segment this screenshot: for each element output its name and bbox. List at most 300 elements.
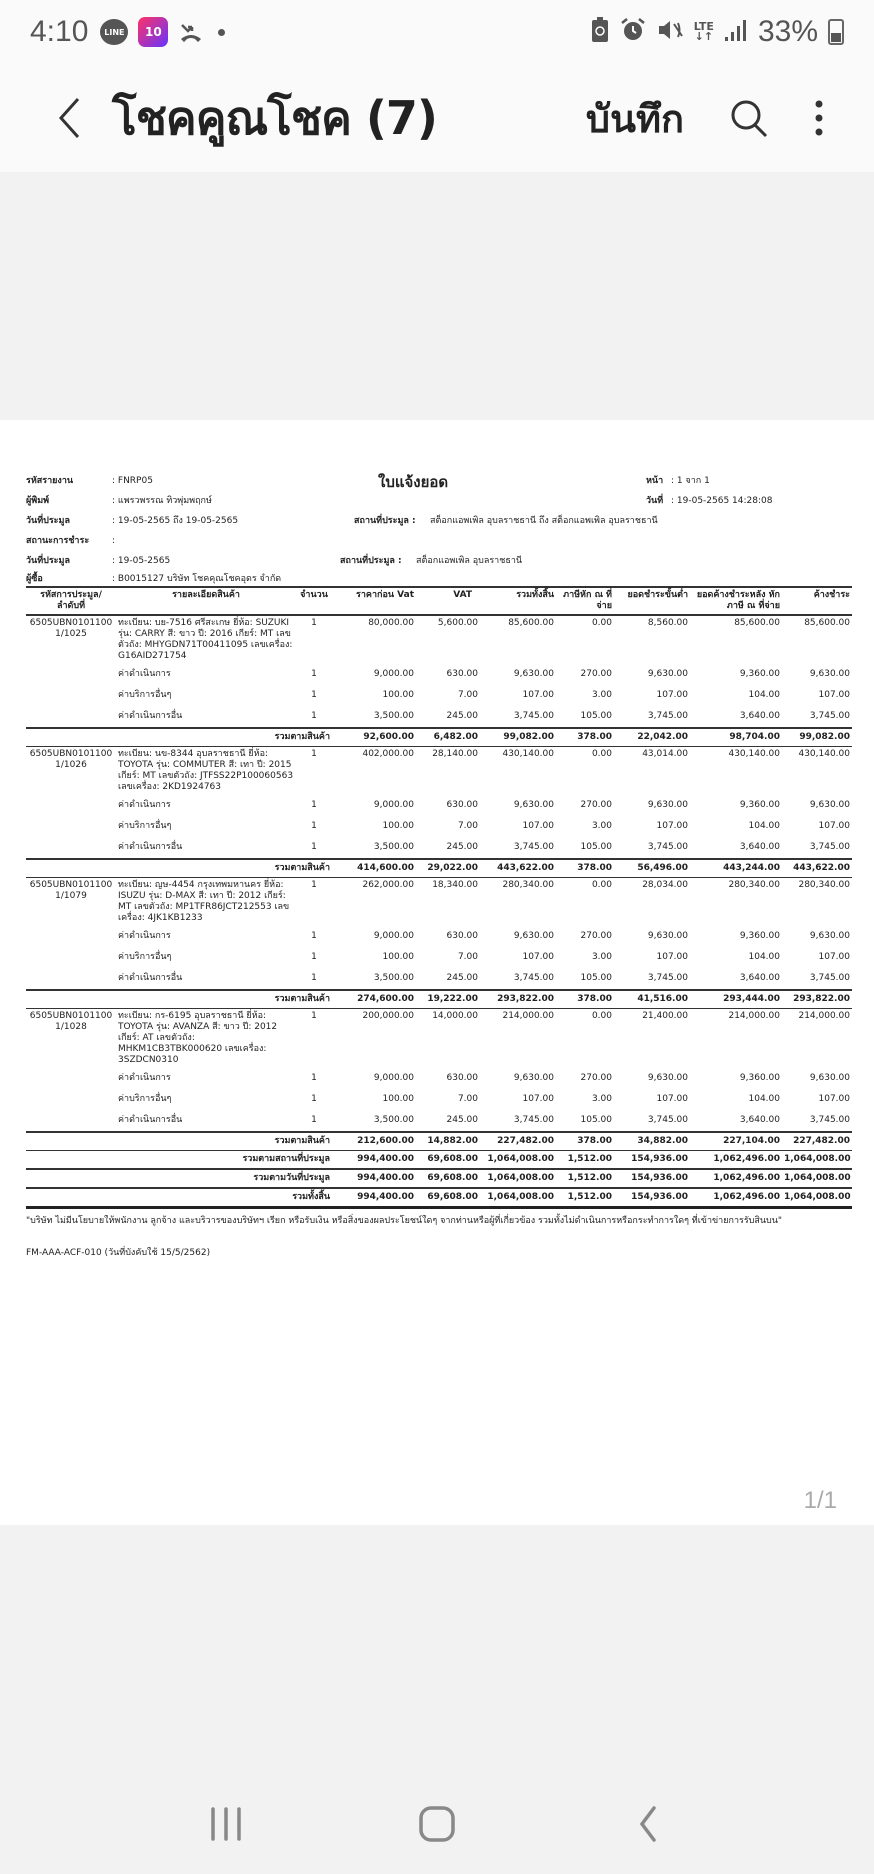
- vehicle-description: ทะเบียน: นข-8344 อุบลราชธานี ยี่ห้อ: TOYOTA รุ่น: COMMUTER สี: เทา ปี: 2015 เกียร์: MT เลขตัวถัง: JTFSS22P100060563 เลขเครื่อง: 2KD1924763: [118, 749, 294, 792]
- qty-cell: 1: [311, 931, 317, 941]
- location-value: สต็อกแอพเพิล อุบลราชธานี ถึง สต็อกแอพเพิล อุบลราชธานี: [430, 516, 658, 526]
- price-grand-cell: 994,400.00: [332, 1169, 416, 1188]
- due-cell: 3,745.00: [809, 1115, 850, 1125]
- price-cell: 3,500.00: [373, 1115, 414, 1125]
- total-cell: 430,140.00: [502, 749, 554, 759]
- price-cell: 9,000.00: [373, 931, 414, 941]
- min-cell: 107.00: [656, 1094, 688, 1104]
- grand-total-row: [26, 1151, 852, 1170]
- wht-cell: 0.00: [591, 749, 612, 759]
- after-total-cell: 98,704.00: [690, 728, 782, 747]
- vat-grand-cell: 69,608.00: [416, 1151, 480, 1170]
- empty-cell: [26, 816, 116, 837]
- notification-dot-icon: [218, 29, 225, 36]
- location-label: สถานที่ประมูล :: [354, 516, 416, 526]
- page-value: : 1 จาก 1: [671, 476, 710, 486]
- vat-grand-cell: 69,608.00: [416, 1188, 480, 1208]
- after-cell: 9,360.00: [739, 669, 780, 679]
- price-cell: 3,500.00: [373, 973, 414, 983]
- qty-cell: 1: [311, 800, 317, 810]
- total-grand-cell: 1,064,008.00: [480, 1169, 556, 1188]
- fee-row: [26, 685, 852, 706]
- after-total-cell: 293,444.00: [690, 990, 782, 1009]
- fee-row: [26, 1089, 852, 1110]
- empty-cell: [26, 1089, 116, 1110]
- auction-code: 6505UBN0101100: [29, 880, 113, 890]
- header-label: รหัสรายงาน: [26, 476, 74, 486]
- price-cell: 100.00: [382, 690, 414, 700]
- vat-cell: 245.00: [446, 1115, 478, 1125]
- wht-cell: 105.00: [580, 1115, 612, 1125]
- price-total-cell: 92,600.00: [332, 728, 416, 747]
- after-grand-cell: 1,062,496.00: [690, 1169, 782, 1188]
- vat-cell: 7.00: [457, 690, 478, 700]
- table-header: [26, 587, 852, 615]
- min-total-cell: 56,496.00: [614, 859, 690, 878]
- header-row: [26, 532, 852, 550]
- fee-row: [26, 1110, 852, 1132]
- total-cell: 9,630.00: [513, 1073, 554, 1083]
- after-cell: 3,640.00: [739, 1115, 780, 1125]
- header-row: [26, 552, 852, 570]
- vat-total-cell: 6,482.00: [416, 728, 480, 747]
- after-cell: 280,340.00: [728, 880, 780, 890]
- fee-row: [26, 837, 852, 859]
- qty-cell: 1: [311, 1115, 317, 1125]
- wht-total-cell: 378.00: [556, 859, 614, 878]
- vat-total-cell: 19,222.00: [416, 990, 480, 1009]
- home-button[interactable]: [407, 1794, 467, 1854]
- due-cell: 107.00: [818, 952, 850, 962]
- wht-cell: 270.00: [580, 931, 612, 941]
- col-after-wht: ยอดค้างชำระหลัง หักภาษี ณ ที่จ่าย: [696, 590, 780, 611]
- min-grand-cell: 154,936.00: [614, 1151, 690, 1170]
- empty-cell: [26, 1068, 116, 1089]
- total-cell: 107.00: [522, 952, 554, 962]
- header-label: วันที่ประมูล: [26, 556, 70, 566]
- lte-label: LTE: [693, 20, 714, 33]
- price-cell: 262,000.00: [362, 880, 414, 890]
- min-cell: 9,630.00: [647, 669, 688, 679]
- subtotal-label: รวมตามสินค้า: [26, 728, 332, 747]
- fee-description: ค่าดำเนินการอื่น: [118, 711, 183, 721]
- wht-cell: 0.00: [591, 1011, 612, 1021]
- total-grand-cell: 1,064,008.00: [480, 1151, 556, 1170]
- empty-cell: [26, 926, 116, 947]
- vat-cell: 7.00: [457, 1094, 478, 1104]
- qty-cell: 1: [311, 1073, 317, 1083]
- empty-cell: [26, 706, 116, 728]
- price-cell: 100.00: [382, 952, 414, 962]
- vat-total-cell: 29,022.00: [416, 859, 480, 878]
- min-grand-cell: 154,936.00: [614, 1169, 690, 1188]
- wht-cell: 3.00: [591, 690, 612, 700]
- price-cell: 100.00: [382, 821, 414, 831]
- due-total-cell: 227,482.00: [782, 1132, 852, 1151]
- vat-cell: 630.00: [446, 1073, 478, 1083]
- subtotal-row: [26, 859, 852, 878]
- fee-description: ค่าดำเนินการอื่น: [118, 973, 183, 983]
- price-grand-cell: 994,400.00: [332, 1188, 416, 1208]
- subtotal-label: รวมตามสินค้า: [26, 859, 332, 878]
- price-cell: 9,000.00: [373, 1073, 414, 1083]
- min-cell: 9,630.00: [647, 800, 688, 810]
- fee-row: [26, 706, 852, 728]
- battery-percent: 33%: [757, 15, 818, 48]
- vat-cell: 630.00: [446, 931, 478, 941]
- date-value: : 19-05-2565 14:28:08: [671, 496, 773, 506]
- due-cell: 9,630.00: [809, 1073, 850, 1083]
- footnote: "บริษัท ไม่มีนโยบายให้พนักงาน ลูกจ้าง และบริวารของบริษัทฯ เรียก หรือรับเงิน หรือสิ่งของผลประโยชน์ใดๆ จากท่านหรือผู้ที่เกี่ยวข้อง รวมทั้งไม่ดำเนินการหรือกระทำการใดๆ ที่เข้าข่ายการรับสินบน": [26, 1216, 783, 1226]
- fee-description: ค่าดำเนินการ: [118, 1073, 171, 1083]
- fee-description: ค่าดำเนินการอื่น: [118, 1115, 183, 1125]
- header-value: : 19-05-2565: [112, 556, 171, 566]
- price-cell: 100.00: [382, 1094, 414, 1104]
- document-title: ใบแจ้งยอด: [378, 473, 449, 491]
- fee-description: ค่าดำเนินการอื่น: [118, 842, 183, 852]
- due-cell: 3,745.00: [809, 842, 850, 852]
- min-cell: 28,034.00: [642, 880, 688, 890]
- auction-code-cell: [26, 1009, 116, 1069]
- header-label: ผู้พิมพ์: [26, 496, 50, 506]
- due-total-cell: 443,622.00: [782, 859, 852, 878]
- auction-code: 6505UBN0101100: [29, 749, 113, 759]
- empty-cell: [26, 1110, 116, 1132]
- header-value: : แพรวพรรณ ทิวพุ่มพฤกษ์: [112, 496, 212, 506]
- total-cell: 3,745.00: [513, 842, 554, 852]
- page-indicator: 1/1: [803, 1487, 837, 1514]
- due-cell: 9,630.00: [809, 800, 850, 810]
- fee-row: [26, 926, 852, 947]
- price-cell: 402,000.00: [362, 749, 414, 759]
- vat-cell: 14,000.00: [432, 1011, 478, 1021]
- auction-code-cell: [26, 615, 116, 664]
- wht-grand-cell: 1,512.00: [556, 1188, 614, 1208]
- total-cell: 107.00: [522, 1094, 554, 1104]
- after-total-cell: 227,104.00: [690, 1132, 782, 1151]
- qty-cell: 1: [311, 690, 317, 700]
- fee-description: ค่าบริการอื่นๆ: [118, 952, 172, 962]
- price-cell: 3,500.00: [373, 842, 414, 852]
- system-nav-bar: [0, 1774, 874, 1874]
- min-cell: 9,630.00: [647, 1073, 688, 1083]
- vat-cell: 245.00: [446, 973, 478, 983]
- empty-cell: [26, 968, 116, 990]
- due-total-cell: 293,822.00: [782, 990, 852, 1009]
- vat-cell: 5,600.00: [437, 618, 478, 628]
- after-grand-cell: 1,062,496.00: [690, 1151, 782, 1170]
- sequence-number: 1/1025: [55, 629, 87, 639]
- col-description: รายละเอียดสินค้า: [172, 590, 240, 600]
- total-cell: 107.00: [522, 821, 554, 831]
- wht-total-cell: 378.00: [556, 990, 614, 1009]
- col-qty: จำนวน: [300, 590, 328, 600]
- min-cell: 3,745.00: [647, 973, 688, 983]
- home-icon: [418, 1805, 456, 1843]
- vat-total-cell: 14,882.00: [416, 1132, 480, 1151]
- subtotal-label: รวมตามสินค้า: [26, 990, 332, 1009]
- signal-icon: [724, 17, 748, 47]
- fee-row: [26, 816, 852, 837]
- grand-total-label: รวมตามวันที่ประมูล: [26, 1169, 332, 1188]
- status-bar: [0, 0, 874, 64]
- sequence-number: 1/1079: [55, 891, 87, 901]
- wht-cell: 3.00: [591, 1094, 612, 1104]
- form-code: FM-AAA-ACF-010 (วันที่บังคับใช้ 15/5/2562): [26, 1248, 211, 1258]
- due-cell: 107.00: [818, 1094, 850, 1104]
- min-grand-cell: 154,936.00: [614, 1188, 690, 1208]
- fee-row: [26, 968, 852, 990]
- vat-cell: 28,140.00: [432, 749, 478, 759]
- price-cell: 9,000.00: [373, 669, 414, 679]
- empty-cell: [26, 664, 116, 685]
- page-label: หน้า: [646, 476, 664, 486]
- auction-code: 6505UBN0101100: [29, 618, 113, 628]
- header-row: [26, 570, 852, 588]
- fee-row: [26, 1068, 852, 1089]
- wht-grand-cell: 1,512.00: [556, 1151, 614, 1170]
- battery-saver-icon: [590, 17, 610, 47]
- price-cell: 9,000.00: [373, 800, 414, 810]
- table-row: [26, 747, 852, 796]
- price-total-cell: 212,600.00: [332, 1132, 416, 1151]
- price-grand-cell: 994,400.00: [332, 1151, 416, 1170]
- grand-total-row: [26, 1188, 852, 1208]
- wht-cell: 270.00: [580, 800, 612, 810]
- mute-icon: [656, 17, 684, 47]
- after-cell: 430,140.00: [728, 749, 780, 759]
- auction-code-cell: [26, 878, 116, 927]
- due-cell: 3,745.00: [809, 973, 850, 983]
- qty-cell: 1: [311, 1094, 317, 1104]
- due-cell: 9,630.00: [809, 669, 850, 679]
- header-row: [26, 512, 852, 530]
- qty-cell: 1: [311, 952, 317, 962]
- total-cell: 3,745.00: [513, 973, 554, 983]
- lte-icon: LTE ↓↑: [693, 20, 714, 43]
- price-total-cell: 274,600.00: [332, 990, 416, 1009]
- col-min-pay: ยอดชำระขั้นต่ำ: [627, 590, 688, 600]
- col-vat: VAT: [453, 590, 472, 600]
- wht-grand-cell: 1,512.00: [556, 1169, 614, 1188]
- statement-document: [26, 472, 852, 1259]
- sequence-number: 1/1028: [55, 1022, 87, 1032]
- after-cell: 3,640.00: [739, 711, 780, 721]
- due-cell: 107.00: [818, 821, 850, 831]
- qty-cell: 1: [311, 821, 317, 831]
- qty-cell: 1: [311, 669, 317, 679]
- vat-cell: 245.00: [446, 842, 478, 852]
- fee-description: ค่าบริการอื่นๆ: [118, 690, 172, 700]
- subtotal-label: รวมตามสินค้า: [26, 1132, 332, 1151]
- col-total: รวมทั้งสิ้น: [516, 590, 554, 600]
- fee-row: [26, 795, 852, 816]
- after-cell: 3,640.00: [739, 973, 780, 983]
- header-value: : B0015127 บริษัท โชคคุณโชคอุดร จำกัด: [112, 574, 282, 584]
- qty-cell: 1: [311, 973, 317, 983]
- after-cell: 104.00: [748, 821, 780, 831]
- header-label: ผู้ซื้อ: [26, 574, 43, 584]
- qty-cell: 1: [311, 711, 317, 721]
- wht-cell: 0.00: [591, 618, 612, 628]
- total-total-cell: 227,482.00: [480, 1132, 556, 1151]
- min-total-cell: 41,516.00: [614, 990, 690, 1009]
- min-cell: 8,560.00: [647, 618, 688, 628]
- price-cell: 80,000.00: [368, 618, 414, 628]
- document-viewer[interactable]: [0, 172, 874, 1525]
- after-grand-cell: 1,062,496.00: [690, 1188, 782, 1208]
- fee-description: ค่าดำเนินการ: [118, 931, 171, 941]
- page-title: โชคคูณโชค (7): [112, 90, 437, 145]
- total-cell: 9,630.00: [513, 669, 554, 679]
- table-row: [26, 1009, 852, 1069]
- wht-cell: 270.00: [580, 669, 612, 679]
- vehicle-description: ทะเบียน: ญษ-4454 กรุงเทพมหานคร ยี่ห้อ: ISUZU รุ่น: D-MAX สี: เทา ปี: 2012 เกียร์: MT เลขตัวถัง: MP1TFR86JCT212553 เลขเครื่อง: 4JK1KB1233: [118, 880, 290, 923]
- fee-description: ค่าดำเนินการ: [118, 669, 171, 679]
- col-due: ค้างชำระ: [813, 590, 850, 600]
- total-cell: 107.00: [522, 690, 554, 700]
- fee-description: ค่าดำเนินการ: [118, 800, 171, 810]
- missed-call-icon: [178, 19, 204, 45]
- price-total-cell: 414,600.00: [332, 859, 416, 878]
- qty-cell: 1: [311, 749, 317, 759]
- wht-cell: 0.00: [591, 880, 612, 890]
- wht-cell: 105.00: [580, 711, 612, 721]
- min-cell: 21,400.00: [642, 1011, 688, 1021]
- min-cell: 107.00: [656, 821, 688, 831]
- after-cell: 214,000.00: [728, 1011, 780, 1021]
- auction-code-cell: [26, 747, 116, 796]
- empty-cell: [26, 837, 116, 859]
- date-label: วันที่: [646, 496, 664, 506]
- lazada-icon: 10: [138, 17, 168, 47]
- vat-cell: 630.00: [446, 800, 478, 810]
- header-value: :: [112, 536, 116, 546]
- subtotal-row: [26, 990, 852, 1009]
- vehicle-description: ทะเบียน: กร-6195 อุบลราชธานี ยี่ห้อ: TOYOTA รุ่น: AVANZA สี: ขาว ปี: 2012 เกียร์: AT เลขตัวถัง: MHKM1CB3TBK000620 เลขเครื่อง: 3SZDCN0310: [118, 1011, 278, 1065]
- table-row: [26, 615, 852, 664]
- total-total-cell: 443,622.00: [480, 859, 556, 878]
- search-button[interactable]: [724, 88, 774, 148]
- after-cell: 104.00: [748, 1094, 780, 1104]
- total-cell: 214,000.00: [502, 1011, 554, 1021]
- empty-cell: [26, 795, 116, 816]
- total-total-cell: 99,082.00: [480, 728, 556, 747]
- line-icon: LINE: [100, 19, 128, 45]
- wht-cell: 3.00: [591, 952, 612, 962]
- price-cell: 200,000.00: [362, 1011, 414, 1021]
- fee-description: ค่าบริการอื่นๆ: [118, 1094, 172, 1104]
- due-cell: 85,600.00: [804, 618, 850, 628]
- empty-cell: [26, 685, 116, 706]
- back-button[interactable]: [44, 88, 94, 148]
- search-icon: [729, 98, 769, 138]
- due-cell: 430,140.00: [798, 749, 850, 759]
- min-cell: 9,630.00: [647, 931, 688, 941]
- grand-total-label: รวมทั้งสิ้น: [26, 1188, 332, 1208]
- min-total-cell: 22,042.00: [614, 728, 690, 747]
- qty-cell: 1: [311, 842, 317, 852]
- sequence-number: 1/1026: [55, 760, 87, 770]
- grand-total-row: [26, 1169, 852, 1188]
- due-grand-cell: 1,064,008.00: [782, 1169, 852, 1188]
- header-value: : 19-05-2565 ถึง 19-05-2565: [112, 516, 239, 526]
- vehicle-description: ทะเบียน: บย-7516 ศรีสะเกษ ยี่ห้อ: SUZUKI รุ่น: CARRY สี: ขาว ปี: 2016 เกียร์: MT เลขตัวถัง: MHYGDN71T00411095 เลขเครื่อง: G16AID271754: [118, 618, 293, 661]
- after-cell: 9,360.00: [739, 800, 780, 810]
- min-cell: 107.00: [656, 952, 688, 962]
- total-cell: 3,745.00: [513, 1115, 554, 1125]
- after-cell: 3,640.00: [739, 842, 780, 852]
- due-cell: 280,340.00: [798, 880, 850, 890]
- more-vertical-icon: [814, 100, 824, 136]
- total-cell: 3,745.00: [513, 711, 554, 721]
- location-value: สต็อกแอพเพิล อุบลราชธานี: [416, 556, 523, 566]
- vat-cell: 245.00: [446, 711, 478, 721]
- total-cell: 280,340.00: [502, 880, 554, 890]
- col-wht: ภาษีหัก ณ ที่จ่าย: [563, 590, 612, 611]
- wht-total-cell: 378.00: [556, 1132, 614, 1151]
- location-label: สถานที่ประมูล :: [340, 556, 402, 566]
- after-cell: 104.00: [748, 690, 780, 700]
- min-cell: 3,745.00: [647, 1115, 688, 1125]
- min-cell: 3,745.00: [647, 842, 688, 852]
- wht-cell: 105.00: [580, 973, 612, 983]
- recent-apps-icon: [209, 1806, 243, 1842]
- col-price: ราคาก่อน Vat: [356, 590, 414, 600]
- vat-cell: 18,340.00: [432, 880, 478, 890]
- total-grand-cell: 1,064,008.00: [480, 1188, 556, 1208]
- after-cell: 9,360.00: [739, 931, 780, 941]
- empty-cell: [26, 947, 116, 968]
- vat-grand-cell: 69,608.00: [416, 1169, 480, 1188]
- qty-cell: 1: [311, 618, 317, 628]
- total-total-cell: 293,822.00: [480, 990, 556, 1009]
- total-cell: 9,630.00: [513, 800, 554, 810]
- due-grand-cell: 1,064,008.00: [782, 1188, 852, 1208]
- recent-apps-button[interactable]: [196, 1794, 256, 1854]
- due-grand-cell: 1,064,008.00: [782, 1151, 852, 1170]
- due-cell: 107.00: [818, 690, 850, 700]
- min-cell: 43,014.00: [642, 749, 688, 759]
- col-auction-code: รหัสการประมูล/ ลำดับที่: [40, 590, 102, 611]
- table-row: [26, 878, 852, 927]
- wht-cell: 105.00: [580, 842, 612, 852]
- header-label: วันที่ประมูล: [26, 516, 70, 526]
- due-cell: 3,745.00: [809, 711, 850, 721]
- due-total-cell: 99,082.00: [782, 728, 852, 747]
- vat-cell: 7.00: [457, 952, 478, 962]
- back-nav-button[interactable]: [618, 1794, 678, 1854]
- due-cell: 214,000.00: [798, 1011, 850, 1021]
- vat-cell: 630.00: [446, 669, 478, 679]
- min-cell: 107.00: [656, 690, 688, 700]
- due-cell: 9,630.00: [809, 931, 850, 941]
- min-cell: 3,745.00: [647, 711, 688, 721]
- wht-cell: 3.00: [591, 821, 612, 831]
- more-options-button[interactable]: [804, 88, 834, 148]
- wht-cell: 270.00: [580, 1073, 612, 1083]
- document-page: [0, 420, 874, 1525]
- header-row: [26, 492, 852, 510]
- back-icon: [636, 1805, 660, 1843]
- save-button[interactable]: บันทึก: [585, 96, 684, 141]
- total-cell: 9,630.00: [513, 931, 554, 941]
- after-cell: 104.00: [748, 952, 780, 962]
- subtotal-row: [26, 1132, 852, 1151]
- battery-icon: [828, 19, 844, 45]
- after-total-cell: 443,244.00: [690, 859, 782, 878]
- app-bar: [0, 64, 874, 172]
